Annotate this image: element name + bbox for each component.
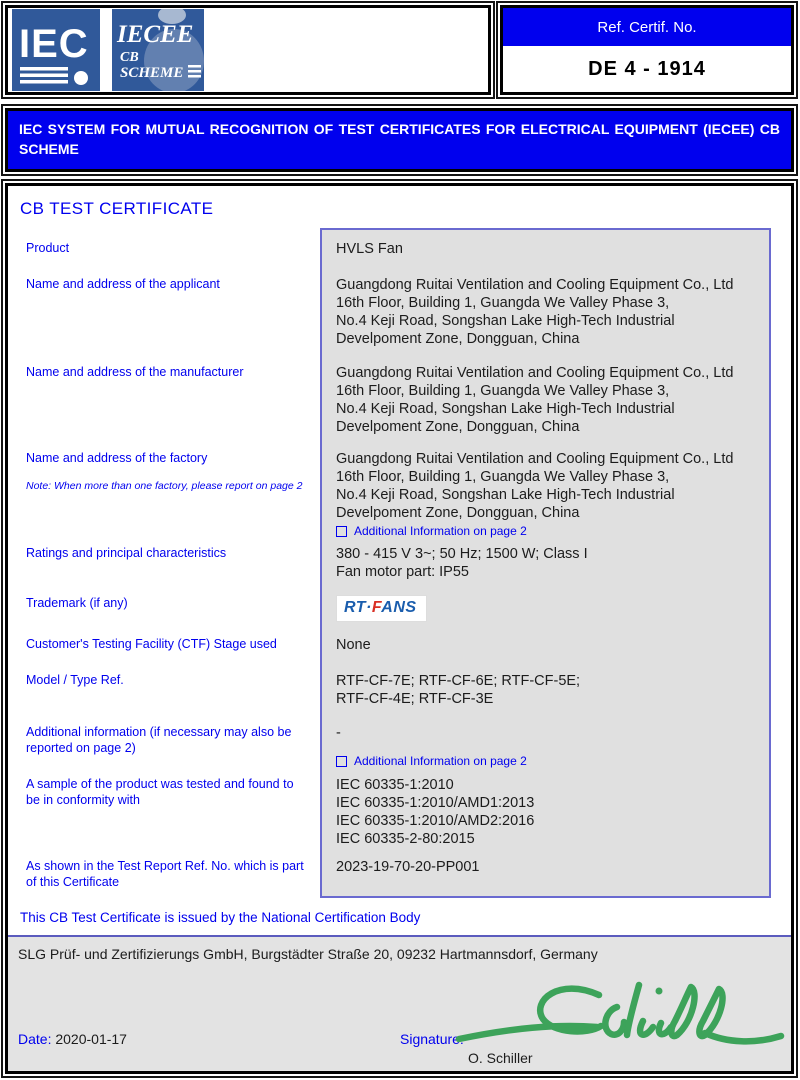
trademark-rt: RT· — [344, 599, 372, 616]
trademark-f: F — [371, 599, 382, 616]
value-manufacturer-line: Guangdong Ruitai Ventilation and Cooling Equipment Co., Ltd — [336, 365, 734, 381]
label-applicant: Name and address of the applicant — [26, 277, 220, 291]
value-additional-info: - — [336, 725, 341, 741]
ncb-address: SLG Prüf- und Zertifizierungs GmbH, Burgstädter Straße 20, 09232 Hartmannsdorf, Germany — [18, 946, 598, 962]
value-standard-line: IEC 60335-1:2010 — [336, 777, 454, 793]
label-ratings: Ratings and principal characteristics — [26, 546, 227, 560]
value-applicant-line: Guangdong Ruitai Ventilation and Cooling Equipment Co., Ltd — [336, 277, 734, 293]
iec-logo-icon — [12, 9, 100, 91]
value-model-line: RTF-CF-4E; RTF-CF-3E — [336, 691, 494, 707]
value-ratings-line: 380 - 415 V 3~; 50 Hz; 1500 W; Class I — [336, 546, 588, 562]
value-manufacturer-line: No.4 Keji Road, Songshan Lake High-Tech Industrial — [336, 401, 675, 417]
value-standard-line: IEC 60335-2-80:2015 — [336, 831, 475, 847]
signatory-name: O. Schiller — [468, 1050, 533, 1066]
value-product: HVLS Fan — [336, 241, 403, 257]
value-ratings-line: Fan motor part: IP55 — [336, 564, 469, 580]
value-applicant-line: Develpoment Zone, Dongguan, China — [336, 331, 580, 347]
svg-text:IEC: IEC — [19, 22, 89, 66]
additional-info-checkbox-label: Additional Information on page 2 — [354, 754, 527, 768]
page-title: CB TEST CERTIFICATE — [20, 199, 214, 218]
header — [5, 5, 794, 95]
iecee-cb-scheme-logo-icon — [112, 9, 204, 91]
date-line — [18, 1031, 127, 1047]
certificate-body — [5, 183, 794, 1074]
additional-info-checkbox[interactable] — [336, 756, 347, 767]
scheme-banner-text: IEC SYSTEM FOR MUTUAL RECOGNITION OF TEST CERTIFICATES FOR ELECTRICAL EQUIPMENT (IECEE) CB SCHEME — [19, 121, 780, 157]
ref-certif-box — [500, 5, 794, 95]
certificate-form — [8, 219, 791, 898]
value-ctf-stage: None — [336, 637, 371, 653]
value-test-report-ref: 2023-19-70-20-PP001 — [336, 859, 480, 875]
value-factory-line: Develpoment Zone, Dongguan, China — [336, 505, 580, 521]
additional-info-checkbox[interactable] — [336, 526, 347, 537]
value-model-line: RTF-CF-7E; RTF-CF-6E; RTF-CF-5E; — [336, 673, 581, 689]
label-factory: Name and address of the factory — [26, 451, 208, 465]
label-additional-info: Additional information (if necessary may also be reported on page 2) — [26, 725, 292, 755]
factory-note: Note: When more than one factory, please report on page 2 — [26, 480, 303, 492]
signature-label: Signature: — [400, 1031, 464, 1047]
value-applicant-line: No.4 Keji Road, Songshan Lake High-Tech Industrial — [336, 313, 675, 329]
label-product: Product — [26, 241, 70, 255]
svg-text:CB: CB — [120, 50, 139, 65]
value-column — [320, 228, 771, 898]
value-manufacturer-line: 16th Floor, Building 1, Guangda We Valley Phase 3, — [336, 383, 670, 399]
label-model-type: Model / Type Ref. — [26, 673, 124, 687]
value-factory-line: No.4 Keji Road, Songshan Lake High-Tech Industrial — [336, 487, 675, 503]
value-standard-line: IEC 60335-1:2010/AMD1:2013 — [336, 795, 535, 811]
value-manufacturer-line: Develpoment Zone, Dongguan, China — [336, 419, 580, 435]
value-factory-line: Guangdong Ruitai Ventilation and Cooling Equipment Co., Ltd — [336, 451, 734, 467]
value-factory-line: 16th Floor, Building 1, Guangda We Valley Phase 3, — [336, 469, 670, 485]
scheme-banner — [5, 108, 794, 172]
label-trademark: Trademark (if any) — [26, 596, 128, 610]
value-applicant-line: 16th Floor, Building 1, Guangda We Valley Phase 3, — [336, 295, 670, 311]
rt-fans-trademark-logo — [336, 595, 427, 622]
logo-panel — [5, 5, 491, 95]
issued-by-statement: This CB Test Certificate is issued by the National Certification Body — [20, 910, 421, 925]
value-standard-line: IEC 60335-1:2010/AMD2:2016 — [336, 813, 535, 829]
label-column — [20, 228, 320, 898]
date-value: 2020-01-17 — [55, 1031, 127, 1047]
date-label: Date: — [18, 1031, 52, 1047]
additional-info-checkbox-label: Additional Information on page 2 — [354, 524, 527, 538]
ref-certif-number: DE 4 - 1914 — [588, 57, 706, 80]
svg-text:SCHEME: SCHEME — [120, 65, 184, 81]
svg-text:IECEE: IECEE — [117, 21, 194, 48]
label-manufacturer: Name and address of the manufacturer — [26, 365, 244, 379]
label-conformity: A sample of the product was tested and found to be in conformity with — [26, 777, 294, 807]
label-test-report: As shown in the Test Report Ref. No. which is part of this Certificate — [26, 859, 304, 889]
ref-certif-label: Ref. Certif. No. — [503, 8, 791, 46]
label-ctf-stage: Customer's Testing Facility (CTF) Stage used — [26, 637, 277, 651]
ncb-section — [8, 935, 791, 1071]
trademark-ans: ANS — [381, 599, 417, 616]
